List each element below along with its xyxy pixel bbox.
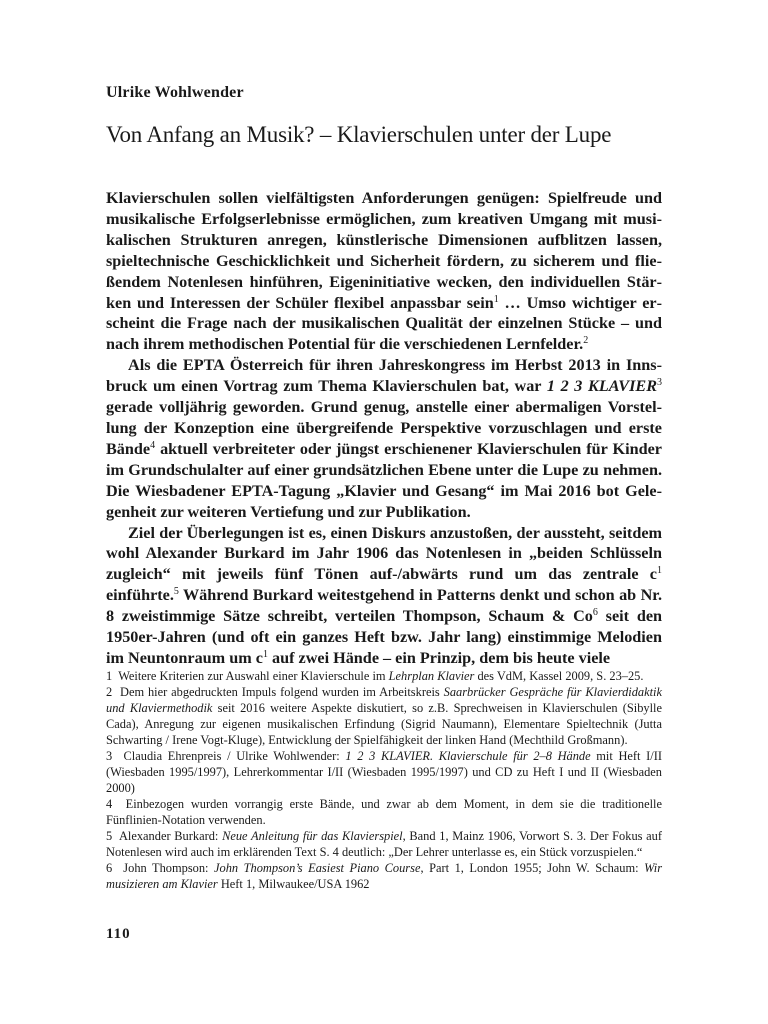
footnote-5 xyxy=(106,828,662,860)
footnote-ref-1: 1 xyxy=(493,293,499,305)
body-text xyxy=(106,188,662,669)
p2-text-c: aktuell verbreiteter oder jüngst erschienener Klavierschulen für Kinder im Grundschulalter auf einer grundsätzlichen Ebene unter die Lupe zu nehmen. Die Wiesbadener EPTA-Tagung „Klavier und Gesang“ im Mai 2016 bot Gelegenheit zur weiteren Vertiefung und zur Publikation. xyxy=(106,439,662,521)
footnote-text: des VdM, Kassel 2009, S. 23–25. xyxy=(474,669,644,683)
footnote-ref-3: 3 xyxy=(657,377,662,389)
footnote-text: Weitere Kriterien zur Auswahl einer Klavierschule im xyxy=(118,669,389,683)
footnotes xyxy=(106,668,662,892)
paragraph-3 xyxy=(106,523,662,669)
p1-text-a: Klavierschulen sollen vielfältigsten Anforderungen genügen: Spielfreude und musikalische Erfolgserlebnisse ermöglichen, zum kreativen Umgang mit musikalischen Strukturen anregen, künstlerische Dimensionen aufblitzen lassen, spieltechnische Geschicklichkeit und Sicherheit fördern, zu sicherem und fließendem Notenlesen hinführen, Eigeninitiative wecken, den individuellen Stärken und Interessen der Schüler flexibel anpassbar sein xyxy=(106,189,662,312)
p2-italic-title: 1 2 3 KLAVIER xyxy=(546,377,657,396)
footnote-ref-6: 6 xyxy=(592,607,598,619)
footnote-text: Claudia Ehrenpreis / Ulrike Wohlwender: xyxy=(123,749,346,763)
footnote-ref-2: 2 xyxy=(583,335,589,347)
footnote-italic: Lehrplan Klavier xyxy=(388,669,475,683)
footnote-number: 5 xyxy=(106,829,113,843)
footnote-1 xyxy=(106,668,662,684)
footnote-2 xyxy=(106,684,662,748)
footnote-4 xyxy=(106,796,662,828)
article-title: Von Anfang an Musik? – Klavierschulen unter der Lupe xyxy=(106,122,612,147)
footnote-text: seit 2016 weitere Aspekte diskutiert, so z.B. Sprechweisen in Klavierschulen (Sibylle Cada), Anregung zur eigenen musikalischen Erfindung (Sigrid Naumann), Elementare Spieltechnik (Jutta Schwarting / Irene Vogt-Kluge), Entwicklung der Spielfähigkeit der linken Hand (Mechthild Großmann). xyxy=(106,701,662,747)
page-number: 110 xyxy=(106,926,131,942)
footnote-italic: Wir musizieren am Klavier xyxy=(106,861,663,891)
footnote-text: Einbezogen wurden vorrangig erste Bände, und zwar ab dem Moment, in dem sie die traditionelle Fünflinien-Notation verwenden. xyxy=(106,797,662,827)
note-c1-superscript: 1 xyxy=(657,565,662,577)
footnote-text: , Part 1, London 1955; John W. Schaum: xyxy=(420,861,645,875)
footnote-ref-5: 5 xyxy=(173,586,179,598)
footnote-text: , Band 1, Mainz 1906, Vorwort S. 3. Der Fokus auf Notenlesen wird auch im erklärenden Text S. 4 deutlich: „Der Lehrer unterlasse es, ein Stück vorzuspielen.“ xyxy=(106,829,662,859)
footnote-number: 4 xyxy=(106,797,113,811)
p2-text-a: Als die EPTA Österreich für ihren Jahreskongress im Herbst 2013 in Innsbruck um einen Vortrag zum Thema Klavierschulen bat, war xyxy=(106,356,662,396)
footnote-italic: Saarbrücker Gespräche für Klavierdidaktik und Klaviermethodik xyxy=(106,685,662,715)
footnote-text: Heft 1, Milwaukee/USA 1962 xyxy=(217,877,370,891)
footnote-italic: Neue Anleitung für das Klavierspiel xyxy=(222,829,403,843)
footnote-3 xyxy=(106,748,662,796)
p3-text-d: seit den 1950er-Jahren (und oft ein ganzes Heft bzw. Jahr lang) einstimmige Melodien im Neuntonraum um c xyxy=(106,607,663,667)
footnote-ref-4: 4 xyxy=(150,439,156,451)
p3-text-b: einführte. xyxy=(106,586,174,605)
footnote-text: Alexander Burkard: xyxy=(118,829,223,843)
p3-text-e: auf zwei Hände – ein Prinzip, dem bis heute viele xyxy=(267,648,611,667)
footnote-number: 3 xyxy=(106,749,113,763)
p3-text-a: Ziel der Überlegungen ist es, einen Diskurs anzustoßen, der aussteht, seitdem wohl Alexander Burkard im Jahr 1906 das Notenlesen in „beiden Schlüsseln zugleich“ mit jeweils fünf Tönen auf-/abwärts rund um das zentrale c xyxy=(106,523,662,584)
footnote-text: John Thompson: xyxy=(123,861,215,875)
footnote-number: 6 xyxy=(106,861,113,875)
p2-text-b: gerade volljährig geworden. Grund genug, anstelle einer abermaligen Vorstellung der Konzeption eine übergreifende Perspektive vorzuschlagen und erste Bände xyxy=(106,398,662,458)
author-name: Ulrike Wohlwender xyxy=(106,84,244,101)
footnote-italic: John Thompson’s Easiest Piano Course xyxy=(214,861,421,875)
p3-text-c: Während Burkard weitestgehend in Patterns denkt und schon ab Nr. 8 zweistimmige Sätze schreibt, verteilen Thompson, Schaum & Co xyxy=(106,586,662,626)
footnote-6 xyxy=(106,860,662,892)
footnote-italic: 1 2 3 KLAVIER. Klavierschule für 2–8 Hände xyxy=(345,749,591,763)
p1-text-b: … Umso wichtiger erscheint die Frage nach der musikalischen Qualität der einzelnen Stücke – und nach ihrem methodischen Potential für die verschiedenen Lernfelder. xyxy=(106,293,662,354)
footnote-number: 1 xyxy=(106,669,113,683)
footnote-text: mit Heft I/II (Wiesbaden 1995/1997), Lehrerkommentar I/II (Wiesbaden 1995/1997) und CD zu Heft I und II (Wiesbaden 2000) xyxy=(106,749,662,795)
note-c1-superscript-2: 1 xyxy=(262,648,268,660)
footnote-number: 2 xyxy=(106,685,113,699)
footnote-text: Dem hier abgedruckten Impuls folgend wurden im Arbeitskreis xyxy=(120,685,444,699)
paragraph-2 xyxy=(106,355,662,522)
paragraph-1 xyxy=(106,188,662,355)
